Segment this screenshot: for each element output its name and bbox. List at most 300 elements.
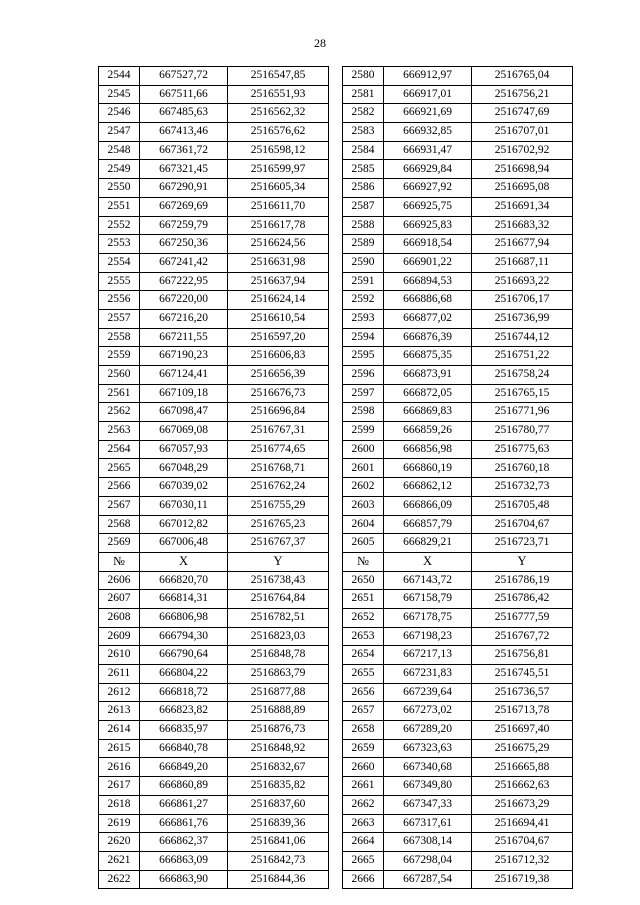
x-coordinate-cell: 667222,95: [140, 272, 228, 291]
column-separator: [329, 291, 343, 310]
table-row: [99, 123, 573, 142]
x-coordinate-cell: 667158,79: [384, 590, 472, 609]
point-number-cell: 2561: [99, 384, 140, 403]
y-coordinate-cell: 2516675,29: [472, 739, 573, 758]
x-coordinate-cell: 667217,13: [384, 646, 472, 665]
column-separator: [329, 478, 343, 497]
y-coordinate-cell: 2516637,94: [228, 272, 329, 291]
x-coordinate-cell: 667287,54: [384, 870, 472, 889]
point-number-cell: 2618: [99, 795, 140, 814]
point-number-cell: 2608: [99, 608, 140, 627]
x-coordinate-cell: 666859,26: [384, 422, 472, 441]
y-coordinate-cell: 2516702,92: [472, 141, 573, 160]
point-number-cell: 2598: [343, 403, 384, 422]
point-number-cell: 2592: [343, 291, 384, 310]
x-coordinate-cell: 666814,31: [140, 590, 228, 609]
point-number-cell: 2599: [343, 422, 384, 441]
x-coordinate-cell: 667190,23: [140, 347, 228, 366]
x-coordinate-cell: 667012,82: [140, 515, 228, 534]
table-row: [99, 496, 573, 515]
column-separator: [329, 384, 343, 403]
point-number-cell: 2661: [343, 777, 384, 796]
table-row: [99, 814, 573, 833]
column-separator: [329, 422, 343, 441]
point-number-cell: 2666: [343, 870, 384, 889]
column-separator: [329, 459, 343, 478]
x-coordinate-cell: 666857,79: [384, 515, 472, 534]
column-separator: [329, 608, 343, 627]
y-coordinate-cell: 2516762,24: [228, 478, 329, 497]
table-row: [99, 739, 573, 758]
y-coordinate-cell: 2516767,72: [472, 627, 573, 646]
point-number-cell: 2621: [99, 851, 140, 870]
x-coordinate-cell: 667231,83: [384, 665, 472, 684]
coordinates-table-body: [99, 67, 573, 889]
y-coordinate-cell: 2516774,65: [228, 440, 329, 459]
x-coordinate-cell: 667048,29: [140, 459, 228, 478]
y-coordinate-cell: 2516758,24: [472, 366, 573, 385]
y-coordinate-cell: 2516598,12: [228, 141, 329, 160]
point-number-cell: 2591: [343, 272, 384, 291]
x-coordinate-cell: 666894,53: [384, 272, 472, 291]
y-coordinate-cell: 2516691,34: [472, 197, 573, 216]
x-coordinate-cell: 667124,41: [140, 366, 228, 385]
column-separator: [329, 571, 343, 590]
table-row: [99, 403, 573, 422]
point-number-cell: 2653: [343, 627, 384, 646]
point-number-cell: 2615: [99, 739, 140, 758]
x-coordinate-cell: 666866,09: [384, 496, 472, 515]
y-coordinate-cell: 2516823,03: [228, 627, 329, 646]
point-number-cell: 2554: [99, 253, 140, 272]
y-coordinate-cell: 2516777,59: [472, 608, 573, 627]
x-coordinate-cell: 667039,02: [140, 478, 228, 497]
point-number-cell: 2555: [99, 272, 140, 291]
y-coordinate-cell: 2516786,42: [472, 590, 573, 609]
x-coordinate-cell: 666862,37: [140, 833, 228, 852]
table-row: [99, 833, 573, 852]
column-separator: [329, 814, 343, 833]
column-separator: [329, 777, 343, 796]
y-coordinate-cell: 2516771,96: [472, 403, 573, 422]
y-coordinate-cell: 2516786,19: [472, 571, 573, 590]
x-coordinate-cell: 666912,97: [384, 67, 472, 86]
table-row: [99, 67, 573, 86]
x-coordinate-cell: 666886,68: [384, 291, 472, 310]
y-coordinate-cell: 2516782,51: [228, 608, 329, 627]
y-coordinate-cell: 2516698,94: [472, 160, 573, 179]
column-separator: [329, 702, 343, 721]
point-number-cell: 2565: [99, 459, 140, 478]
y-coordinate-cell: 2516832,67: [228, 758, 329, 777]
x-coordinate-cell: 667321,45: [140, 160, 228, 179]
y-coordinate-cell: 2516765,15: [472, 384, 573, 403]
point-number-cell: 2609: [99, 627, 140, 646]
column-separator: [329, 534, 343, 553]
x-coordinate-cell: 666918,54: [384, 235, 472, 254]
table-row: [99, 328, 573, 347]
x-coordinate-cell: 667290,91: [140, 179, 228, 198]
y-coordinate-cell: 2516713,78: [472, 702, 573, 721]
x-coordinate-cell: 666925,75: [384, 197, 472, 216]
point-number-cell: 2568: [99, 515, 140, 534]
y-coordinate-cell: 2516576,62: [228, 123, 329, 142]
point-number-cell: 2586: [343, 179, 384, 198]
point-number-cell: 2589: [343, 235, 384, 254]
x-coordinate-cell: 666863,09: [140, 851, 228, 870]
point-number-cell: 2601: [343, 459, 384, 478]
point-number-cell: 2650: [343, 571, 384, 590]
y-coordinate-cell: 2516876,73: [228, 721, 329, 740]
point-number-cell: 2597: [343, 384, 384, 403]
table-row: [99, 478, 573, 497]
y-coordinate-cell: 2516719,38: [472, 870, 573, 889]
table-row: [99, 758, 573, 777]
x-coordinate-cell: 667220,00: [140, 291, 228, 310]
x-coordinate-cell: 667057,93: [140, 440, 228, 459]
table-row: [99, 384, 573, 403]
table-row: [99, 777, 573, 796]
table-row: [99, 590, 573, 609]
point-number-cell: 2593: [343, 309, 384, 328]
table-row: [99, 253, 573, 272]
table-row: [99, 272, 573, 291]
point-number-cell: 2663: [343, 814, 384, 833]
column-separator: [329, 85, 343, 104]
x-coordinate-cell: 666860,19: [384, 459, 472, 478]
y-coordinate-cell: 2516611,70: [228, 197, 329, 216]
point-number-cell: 2651: [343, 590, 384, 609]
table-row: [99, 459, 573, 478]
y-coordinate-cell: 2516756,81: [472, 646, 573, 665]
point-number-cell: 2552: [99, 216, 140, 235]
point-number-cell: 2544: [99, 67, 140, 86]
table-row: [99, 179, 573, 198]
x-coordinate-cell: 667069,08: [140, 422, 228, 441]
column-separator: [329, 590, 343, 609]
x-coordinate-cell: 666835,97: [140, 721, 228, 740]
column-separator: [329, 272, 343, 291]
table-row: [99, 141, 573, 160]
x-coordinate-cell: 666873,91: [384, 366, 472, 385]
point-number-cell: 2611: [99, 665, 140, 684]
y-coordinate-cell: 2516775,63: [472, 440, 573, 459]
y-coordinate-cell: 2516765,23: [228, 515, 329, 534]
point-number-cell: 2564: [99, 440, 140, 459]
point-number-cell: 2588: [343, 216, 384, 235]
table-row: [99, 235, 573, 254]
x-coordinate-cell: 666925,83: [384, 216, 472, 235]
x-coordinate-cell: 666820,70: [140, 571, 228, 590]
column-separator: [329, 328, 343, 347]
x-coordinate-cell: 666932,85: [384, 123, 472, 142]
table-row: [99, 534, 573, 553]
y-coordinate-cell: 2516693,22: [472, 272, 573, 291]
point-number-cell: 2660: [343, 758, 384, 777]
point-number-cell: 2617: [99, 777, 140, 796]
x-coordinate-cell: 667198,23: [384, 627, 472, 646]
x-coordinate-cell: 667317,61: [384, 814, 472, 833]
column-separator: [329, 496, 343, 515]
point-number-cell: 2566: [99, 478, 140, 497]
column-separator: [329, 253, 343, 272]
column-separator: [329, 235, 343, 254]
point-number-cell: 2606: [99, 571, 140, 590]
x-coordinate-cell: 666931,47: [384, 141, 472, 160]
table-row: [99, 347, 573, 366]
column-separator: [329, 216, 343, 235]
column-separator: [329, 627, 343, 646]
x-column-header: X: [140, 552, 228, 571]
y-coordinate-cell: 2516676,73: [228, 384, 329, 403]
y-coordinate-cell: 2516765,04: [472, 67, 573, 86]
point-number-cell: 2665: [343, 851, 384, 870]
point-number-cell: 2619: [99, 814, 140, 833]
point-number-cell: 2549: [99, 160, 140, 179]
point-number-cell: 2546: [99, 104, 140, 123]
point-number-cell: 2590: [343, 253, 384, 272]
point-number-cell: 2662: [343, 795, 384, 814]
point-number-cell: 2655: [343, 665, 384, 684]
x-coordinate-cell: 666804,22: [140, 665, 228, 684]
y-coordinate-cell: 2516760,18: [472, 459, 573, 478]
x-coordinate-cell: 667216,20: [140, 309, 228, 328]
x-coordinate-cell: 667006,48: [140, 534, 228, 553]
y-coordinate-cell: 2516837,60: [228, 795, 329, 814]
x-coordinate-cell: 667098,47: [140, 403, 228, 422]
column-separator: [329, 851, 343, 870]
y-coordinate-cell: 2516723,71: [472, 534, 573, 553]
y-coordinate-cell: 2516673,29: [472, 795, 573, 814]
x-coordinate-cell: 667239,64: [384, 683, 472, 702]
x-coordinate-cell: 666876,39: [384, 328, 472, 347]
column-separator: [329, 833, 343, 852]
point-number-cell: 2658: [343, 721, 384, 740]
x-coordinate-cell: 667030,11: [140, 496, 228, 515]
number-column-header: №: [99, 552, 140, 571]
point-number-cell: 2581: [343, 85, 384, 104]
x-column-header: X: [384, 552, 472, 571]
x-coordinate-cell: 667323,63: [384, 739, 472, 758]
x-coordinate-cell: 667511,66: [140, 85, 228, 104]
x-coordinate-cell: 666829,21: [384, 534, 472, 553]
x-coordinate-cell: 666921,69: [384, 104, 472, 123]
table-row: [99, 571, 573, 590]
column-separator: [329, 309, 343, 328]
y-coordinate-cell: 2516547,85: [228, 67, 329, 86]
x-coordinate-cell: 666872,05: [384, 384, 472, 403]
y-coordinate-cell: 2516683,32: [472, 216, 573, 235]
x-coordinate-cell: 666861,27: [140, 795, 228, 814]
x-coordinate-cell: 666860,89: [140, 777, 228, 796]
point-number-cell: 2548: [99, 141, 140, 160]
point-number-cell: 2553: [99, 235, 140, 254]
column-separator: [329, 403, 343, 422]
table-row: [99, 608, 573, 627]
y-coordinate-cell: 2516705,48: [472, 496, 573, 515]
y-coordinate-cell: 2516848,78: [228, 646, 329, 665]
point-number-cell: 2604: [343, 515, 384, 534]
y-coordinate-cell: 2516768,71: [228, 459, 329, 478]
point-number-cell: 2602: [343, 478, 384, 497]
point-number-cell: 2584: [343, 141, 384, 160]
number-column-header: №: [343, 552, 384, 571]
point-number-cell: 2659: [343, 739, 384, 758]
point-number-cell: 2654: [343, 646, 384, 665]
point-number-cell: 2587: [343, 197, 384, 216]
x-coordinate-cell: 666863,90: [140, 870, 228, 889]
x-coordinate-cell: 667269,69: [140, 197, 228, 216]
column-separator: [329, 795, 343, 814]
x-coordinate-cell: 667289,20: [384, 721, 472, 740]
table-row: [99, 422, 573, 441]
column-separator: [329, 366, 343, 385]
y-coordinate-cell: 2516695,08: [472, 179, 573, 198]
table-row: [99, 216, 573, 235]
x-coordinate-cell: 666861,76: [140, 814, 228, 833]
x-coordinate-cell: 667298,04: [384, 851, 472, 870]
y-coordinate-cell: 2516704,67: [472, 515, 573, 534]
x-coordinate-cell: 667361,72: [140, 141, 228, 160]
x-coordinate-cell: 666790,64: [140, 646, 228, 665]
point-number-cell: 2664: [343, 833, 384, 852]
column-separator: [329, 515, 343, 534]
y-coordinate-cell: 2516677,94: [472, 235, 573, 254]
point-number-cell: 2580: [343, 67, 384, 86]
x-coordinate-cell: 667273,02: [384, 702, 472, 721]
column-separator: [329, 104, 343, 123]
point-number-cell: 2563: [99, 422, 140, 441]
y-coordinate-cell: 2516767,31: [228, 422, 329, 441]
point-number-cell: 2595: [343, 347, 384, 366]
x-coordinate-cell: 667527,72: [140, 67, 228, 86]
column-separator: [329, 123, 343, 142]
y-column-header: Y: [228, 552, 329, 571]
table-row: [99, 85, 573, 104]
y-coordinate-cell: 2516863,79: [228, 665, 329, 684]
coordinates-table: [98, 66, 573, 889]
point-number-cell: 2607: [99, 590, 140, 609]
x-coordinate-cell: 667347,33: [384, 795, 472, 814]
table-row: [99, 721, 573, 740]
point-number-cell: 2582: [343, 104, 384, 123]
y-coordinate-cell: 2516656,39: [228, 366, 329, 385]
y-coordinate-cell: 2516631,98: [228, 253, 329, 272]
table-row: [99, 197, 573, 216]
table-row: [99, 515, 573, 534]
point-number-cell: 2620: [99, 833, 140, 852]
point-number-cell: 2613: [99, 702, 140, 721]
x-coordinate-cell: 667349,80: [384, 777, 472, 796]
y-coordinate-cell: 2516756,21: [472, 85, 573, 104]
y-coordinate-cell: 2516732,73: [472, 478, 573, 497]
column-separator: [329, 739, 343, 758]
column-separator: [329, 870, 343, 889]
table-row: [99, 795, 573, 814]
y-coordinate-cell: 2516697,40: [472, 721, 573, 740]
x-coordinate-cell: 667340,68: [384, 758, 472, 777]
table-row: [99, 440, 573, 459]
point-number-cell: 2559: [99, 347, 140, 366]
x-coordinate-cell: 666877,02: [384, 309, 472, 328]
x-coordinate-cell: 666862,12: [384, 478, 472, 497]
point-number-cell: 2558: [99, 328, 140, 347]
column-separator: [329, 665, 343, 684]
table-row: [99, 851, 573, 870]
column-separator: [329, 347, 343, 366]
point-number-cell: 2556: [99, 291, 140, 310]
y-coordinate-cell: 2516704,67: [472, 833, 573, 852]
point-number-cell: 2596: [343, 366, 384, 385]
point-number-cell: 2657: [343, 702, 384, 721]
y-coordinate-cell: 2516606,83: [228, 347, 329, 366]
y-coordinate-cell: 2516780,77: [472, 422, 573, 441]
point-number-cell: 2547: [99, 123, 140, 142]
y-coordinate-cell: 2516706,17: [472, 291, 573, 310]
column-separator: [329, 721, 343, 740]
y-coordinate-cell: 2516696,84: [228, 403, 329, 422]
point-number-cell: 2562: [99, 403, 140, 422]
y-coordinate-cell: 2516767,37: [228, 534, 329, 553]
table-row: [99, 104, 573, 123]
column-separator: [329, 758, 343, 777]
column-separator: [329, 197, 343, 216]
y-coordinate-cell: 2516844,36: [228, 870, 329, 889]
point-number-cell: 2557: [99, 309, 140, 328]
point-number-cell: 2605: [343, 534, 384, 553]
x-coordinate-cell: 666823,82: [140, 702, 228, 721]
table-row: [99, 665, 573, 684]
table-row: [99, 291, 573, 310]
point-number-cell: 2585: [343, 160, 384, 179]
table-row: [99, 309, 573, 328]
x-coordinate-cell: 666927,92: [384, 179, 472, 198]
y-coordinate-cell: 2516747,69: [472, 104, 573, 123]
y-coordinate-cell: 2516877,88: [228, 683, 329, 702]
y-coordinate-cell: 2516755,29: [228, 496, 329, 515]
point-number-cell: 2614: [99, 721, 140, 740]
y-coordinate-cell: 2516665,88: [472, 758, 573, 777]
y-coordinate-cell: 2516551,93: [228, 85, 329, 104]
column-separator: [329, 440, 343, 459]
y-coordinate-cell: 2516842,73: [228, 851, 329, 870]
x-coordinate-cell: 667143,72: [384, 571, 472, 590]
y-coordinate-cell: 2516745,51: [472, 665, 573, 684]
x-coordinate-cell: 667109,18: [140, 384, 228, 403]
table-row: [99, 627, 573, 646]
point-number-cell: 2656: [343, 683, 384, 702]
point-number-cell: 2603: [343, 496, 384, 515]
column-separator: [329, 141, 343, 160]
table-row: [99, 646, 573, 665]
y-coordinate-cell: 2516687,11: [472, 253, 573, 272]
y-coordinate-cell: 2516835,82: [228, 777, 329, 796]
x-coordinate-cell: 666840,78: [140, 739, 228, 758]
point-number-cell: 2545: [99, 85, 140, 104]
y-coordinate-cell: 2516764,84: [228, 590, 329, 609]
x-coordinate-cell: 667241,42: [140, 253, 228, 272]
x-coordinate-cell: 667259,79: [140, 216, 228, 235]
table-row: [99, 870, 573, 889]
column-separator: [329, 683, 343, 702]
x-coordinate-cell: 666929,84: [384, 160, 472, 179]
y-coordinate-cell: 2516605,34: [228, 179, 329, 198]
point-number-cell: 2583: [343, 123, 384, 142]
y-coordinate-cell: 2516736,99: [472, 309, 573, 328]
point-number-cell: 2616: [99, 758, 140, 777]
x-coordinate-cell: 667178,75: [384, 608, 472, 627]
column-separator: [329, 67, 343, 86]
